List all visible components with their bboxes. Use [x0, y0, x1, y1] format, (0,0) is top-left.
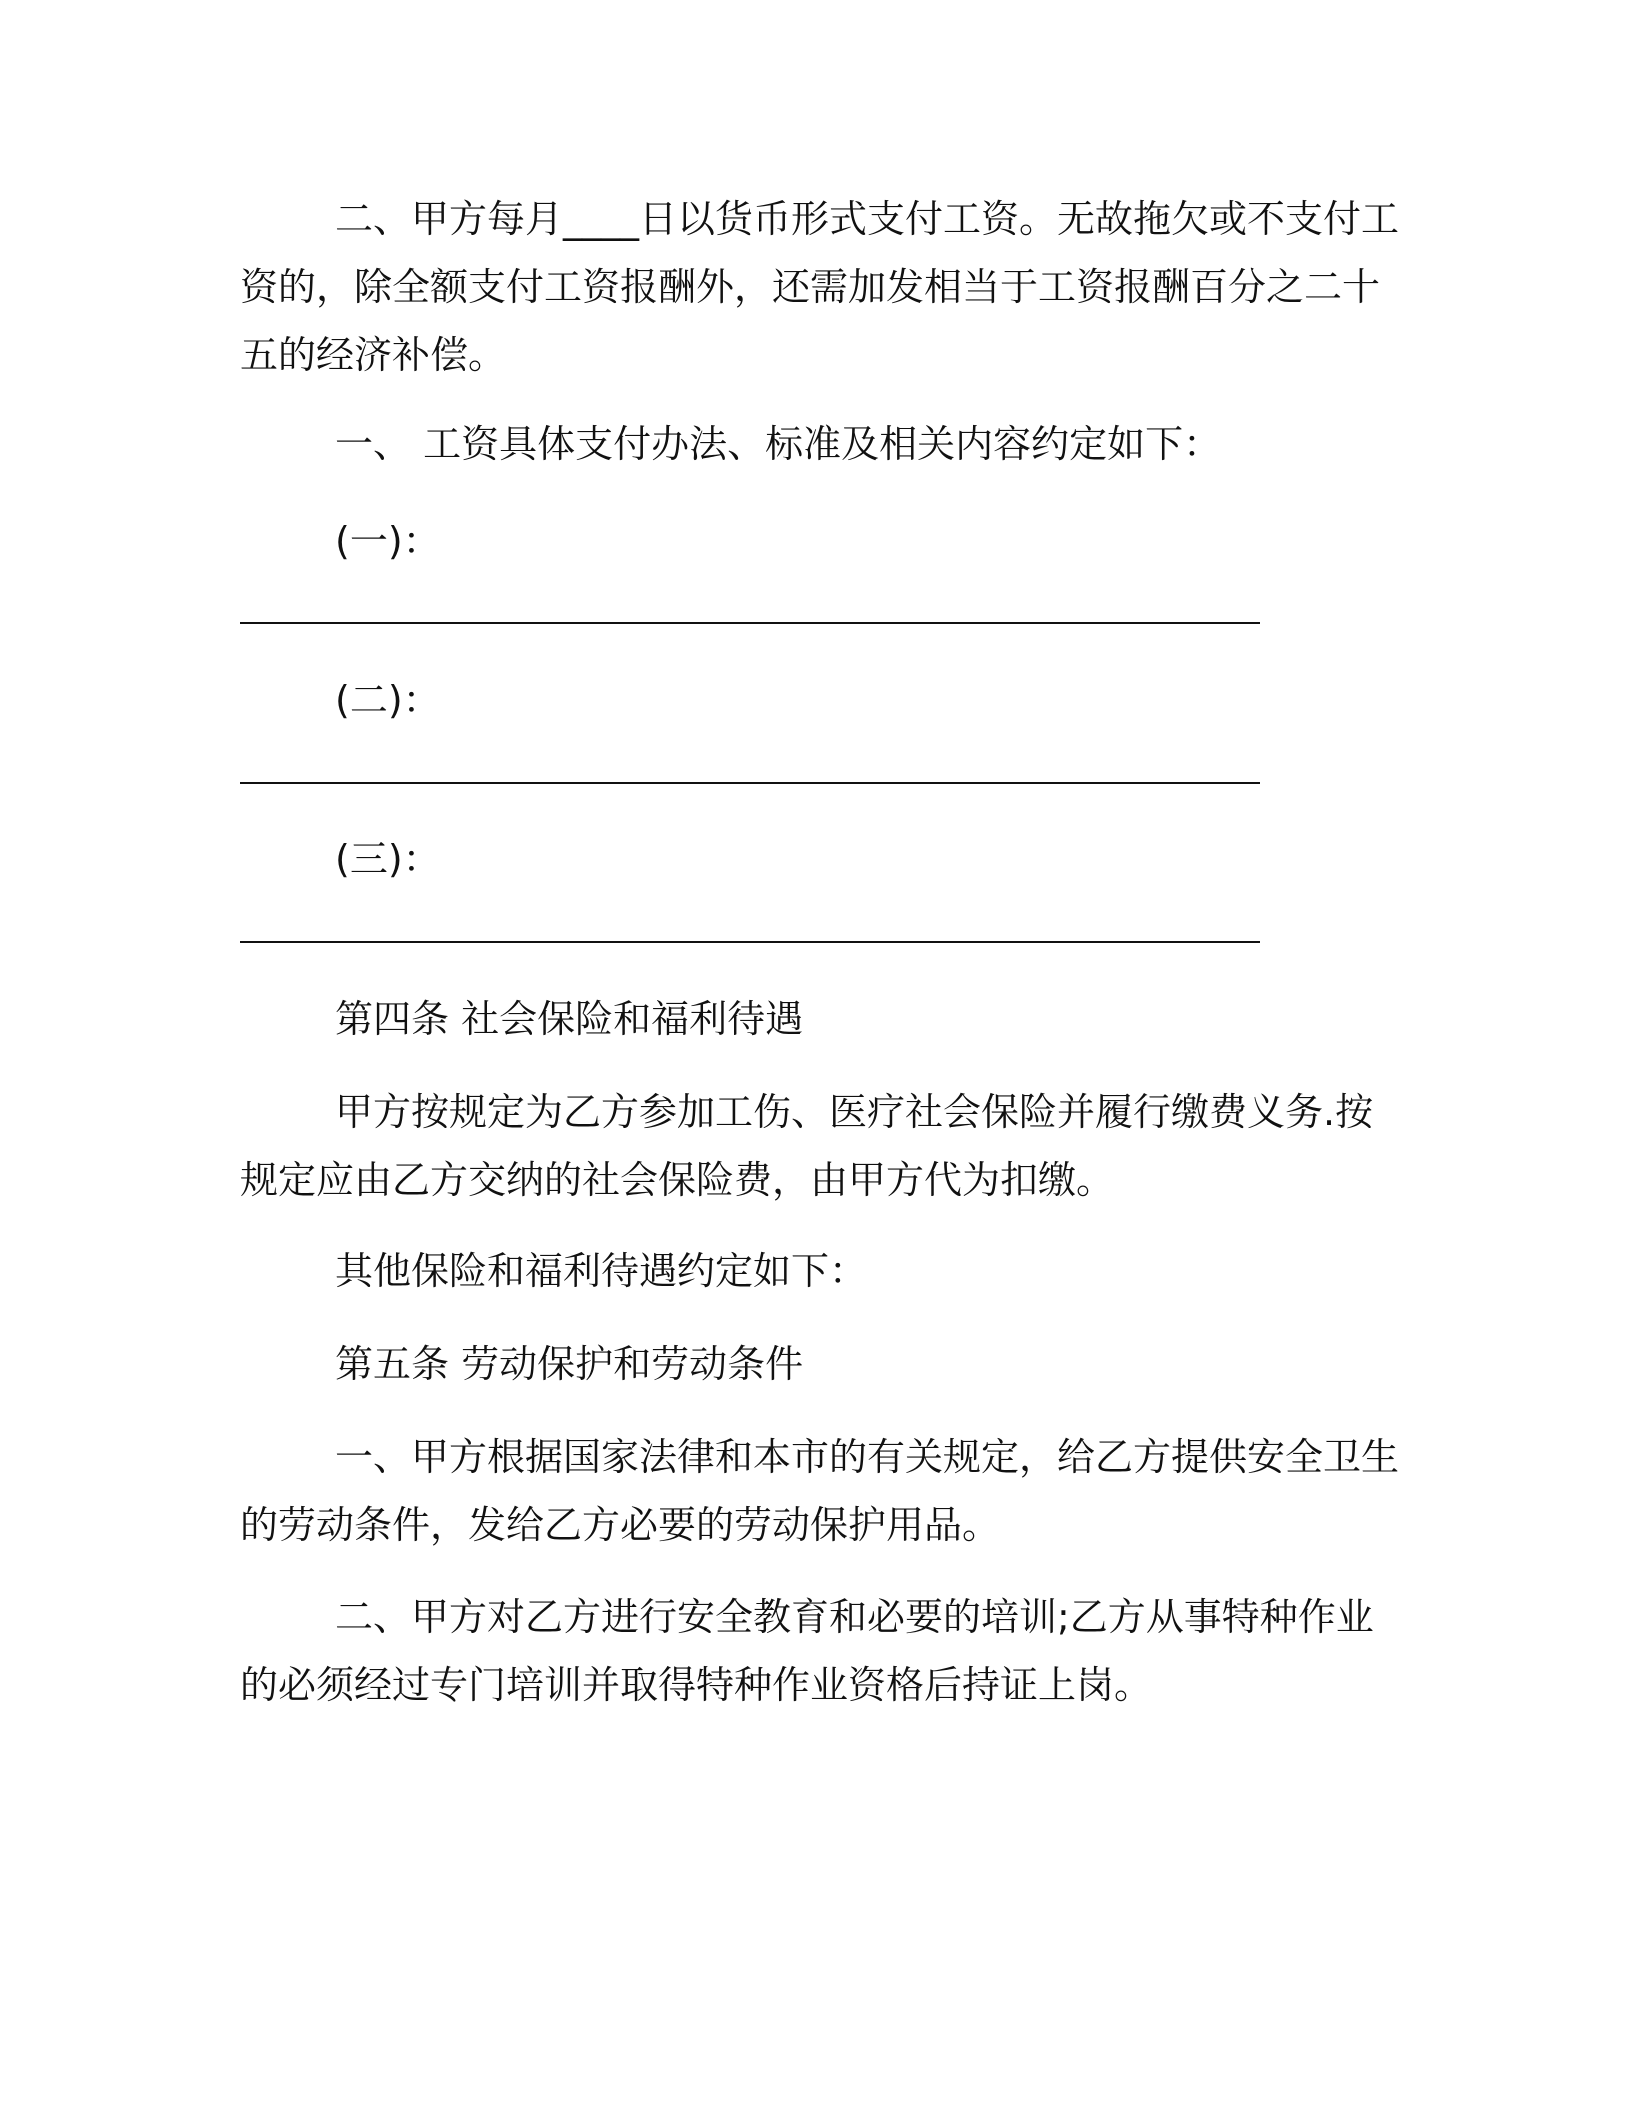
line: 二、甲方每月____日以货币形式支付工资。无故拖欠或不支付工	[335, 197, 1400, 241]
paragraph-social-insurance	[240, 1078, 1400, 1214]
line: 二、甲方对乙方进行安全教育和必要的培训;乙方从事特种作业	[335, 1595, 1374, 1639]
item-label-1	[240, 507, 1400, 575]
line: 规定应由乙方交纳的社会保险费，由甲方代为扣缴。	[240, 1158, 1115, 1202]
fill-in-line-3[interactable]	[240, 941, 1260, 943]
article-5-heading	[240, 1330, 1400, 1398]
paragraph-other-benefits	[240, 1237, 1400, 1305]
paragraph-safety-training	[240, 1583, 1400, 1719]
paragraph-labor-conditions	[240, 1423, 1400, 1559]
paragraph-wage-details	[240, 410, 1400, 478]
line: (二)：	[335, 678, 441, 722]
line: 第四条 社会保险和福利待遇	[335, 997, 804, 1041]
line: 的必须经过专门培训并取得特种作业资格后持证上岗。	[240, 1663, 1153, 1707]
line: 第五条 劳动保护和劳动条件	[335, 1342, 804, 1386]
line: (三)：	[335, 837, 441, 881]
line: (一)：	[335, 519, 441, 563]
line: 甲方按规定为乙方参加工伤、医疗社会保险并履行缴费义务.按	[335, 1090, 1374, 1134]
line: 一、甲方根据国家法律和本市的有关规定，给乙方提供安全卫生	[335, 1435, 1400, 1479]
fill-in-line-2[interactable]	[240, 782, 1260, 784]
paragraph-wage-payment	[240, 185, 1400, 389]
article-4-heading	[240, 985, 1400, 1053]
line: 资的，除全额支付工资报酬外，还需加发相当于工资报酬百分之二十	[240, 265, 1381, 309]
line: 一、 工资具体支付办法、标准及相关内容约定如下：	[335, 422, 1222, 466]
line: 的劳动条件，发给乙方必要的劳动保护用品。	[240, 1503, 1001, 1547]
line: 五的经济补偿。	[240, 333, 507, 377]
item-label-3	[240, 825, 1400, 893]
fill-in-line-1[interactable]	[240, 622, 1260, 624]
item-label-2	[240, 666, 1400, 734]
line: 其他保险和福利待遇约定如下：	[335, 1249, 868, 1293]
